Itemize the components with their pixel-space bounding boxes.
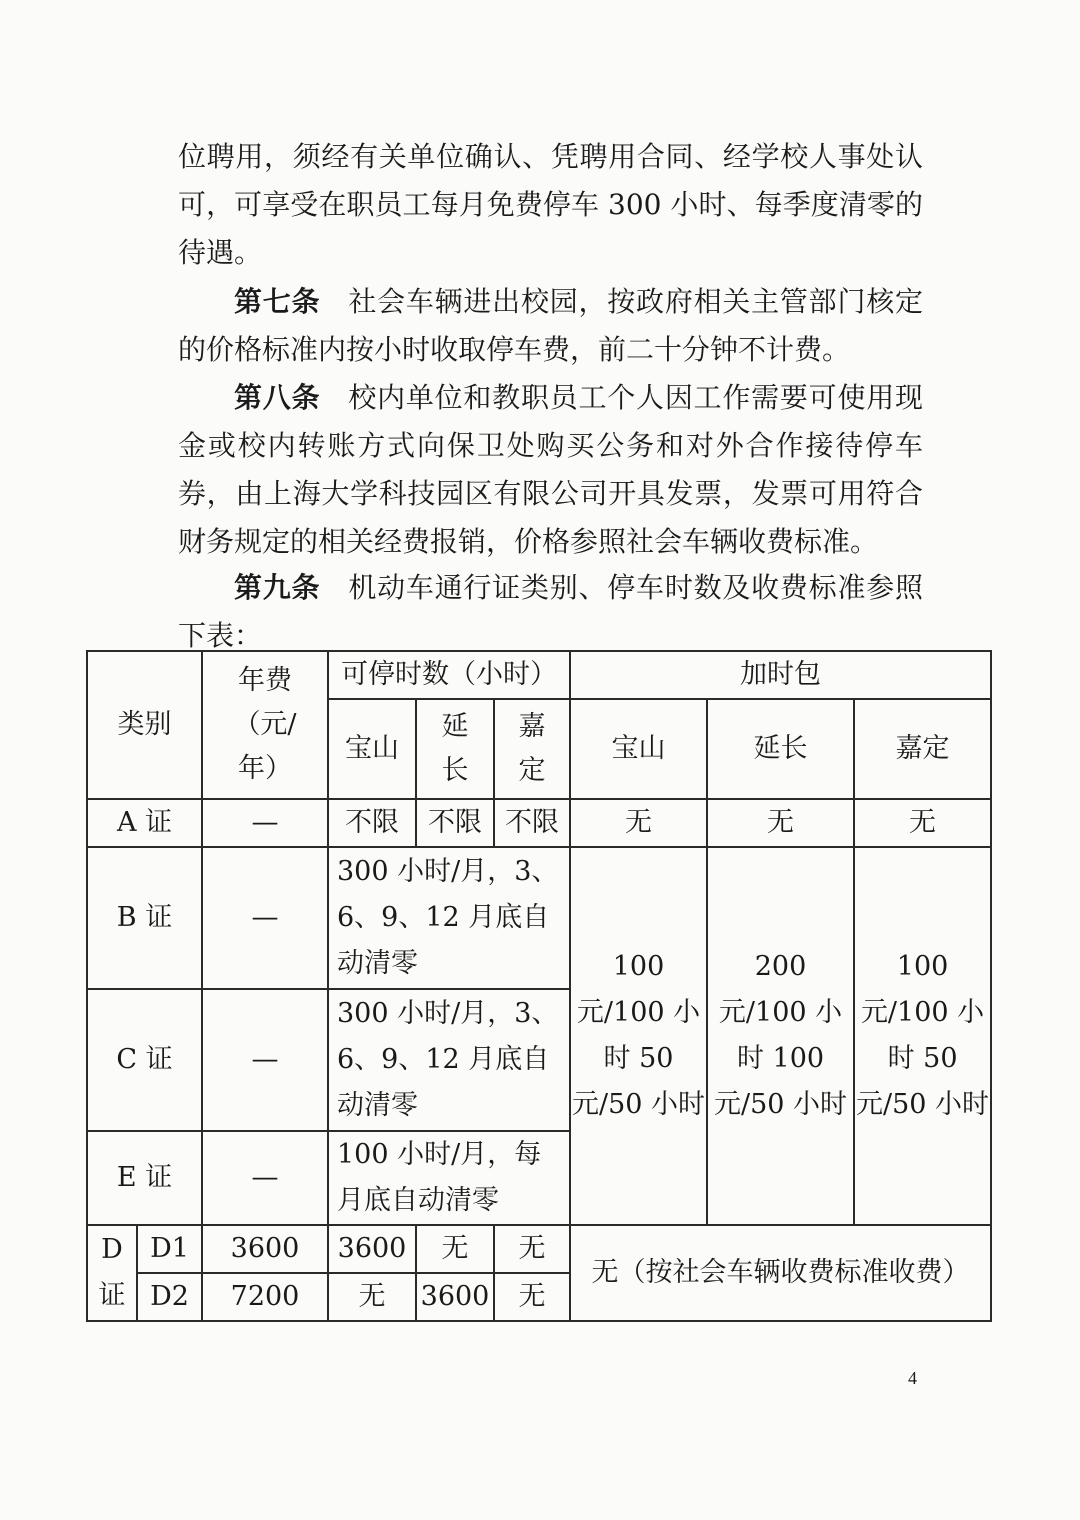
paragraph-continuation: 位聘用，须经有关单位确认、凭聘用合同、经学校人事处认可，可享受在职员工每月免费停车 300 小时、每季度清零的待遇。	[178, 140, 923, 269]
article-8-title: 第八条	[234, 381, 321, 414]
row-d1-yanchang: 无	[416, 1225, 494, 1273]
article-8	[178, 374, 923, 566]
row-b-label: B 证	[87, 847, 202, 989]
article-7	[178, 278, 923, 374]
header-addon-jiading: 嘉定	[854, 699, 991, 799]
row-a-label: A 证	[87, 799, 202, 847]
row-a-addon-yanchang: 无	[707, 799, 854, 847]
row-a-jiading: 不限	[494, 799, 570, 847]
addon-package-jiading: 100 元/100 小时 50 元/50 小时	[854, 847, 991, 1225]
row-d1-label: D1	[137, 1225, 202, 1273]
article-8-text: 校内单位和教职员工个人因工作需要可使用现金或校内转账方式向保卫处购买公务和对外合作接待停车券，由上海大学科技园区有限公司开具发票，发票可用符合财务规定的相关经费报销，价格参照社会车辆收费标准。	[178, 381, 923, 558]
article-7-title: 第七条	[234, 285, 321, 318]
row-a-baoshan: 不限	[328, 799, 416, 847]
row-c-fee: —	[202, 989, 328, 1131]
article-7-text: 社会车辆进出校园，按政府相关主管部门核定的价格标准内按小时收取停车费，前二十分钟不计费。	[178, 285, 923, 366]
row-d1-jiading: 无	[494, 1225, 570, 1273]
row-d2-label: D2	[137, 1273, 202, 1321]
row-b-hours: 300 小时/月，3、6、9、12 月底自动清零	[328, 847, 570, 989]
header-category: 类别	[87, 651, 202, 799]
article-9	[178, 564, 923, 660]
parking-fee-table	[86, 650, 992, 1322]
row-a-yanchang: 不限	[416, 799, 494, 847]
article-9-text: 机动车通行证类别、停车时数及收费标准参照下表：	[178, 571, 923, 652]
row-e-label: E 证	[87, 1131, 202, 1225]
header-hours-yanchang: 延长	[416, 699, 494, 799]
row-d1-fee: 3600	[202, 1225, 328, 1273]
header-annual-fee: 年费（元/年）	[202, 651, 328, 799]
row-d2-yanchang: 3600	[416, 1273, 494, 1321]
row-a-fee: —	[202, 799, 328, 847]
row-d-label: D 证	[87, 1225, 137, 1321]
header-addon-package: 加时包	[570, 651, 991, 699]
row-a-addon-baoshan: 无	[570, 799, 707, 847]
article-9-title: 第九条	[234, 571, 321, 604]
header-hours-baoshan: 宝山	[328, 699, 416, 799]
row-c-label: C 证	[87, 989, 202, 1131]
row-d1-baoshan: 3600	[328, 1225, 416, 1273]
header-addon-baoshan: 宝山	[570, 699, 707, 799]
row-d2-jiading: 无	[494, 1273, 570, 1321]
row-b-fee: —	[202, 847, 328, 989]
header-parking-hours: 可停时数（小时）	[328, 651, 570, 699]
row-e-fee: —	[202, 1131, 328, 1225]
row-d2-baoshan: 无	[328, 1273, 416, 1321]
addon-package-baoshan: 100 元/100 小时 50 元/50 小时	[570, 847, 707, 1225]
table-row	[87, 799, 991, 847]
header-hours-jiading: 嘉定	[494, 699, 570, 799]
addon-package-yanchang: 200 元/100 小时 100 元/50 小时	[707, 847, 854, 1225]
table-row	[87, 1225, 991, 1273]
page-number: 4	[908, 1368, 917, 1388]
row-d2-fee: 7200	[202, 1273, 328, 1321]
row-e-hours: 100 小时/月，每月底自动清零	[328, 1131, 570, 1225]
table-row	[87, 847, 991, 989]
row-a-addon-jiading: 无	[854, 799, 991, 847]
row-d-addon: 无（按社会车辆收费标准收费）	[570, 1225, 991, 1321]
header-addon-yanchang: 延长	[707, 699, 854, 799]
row-c-hours: 300 小时/月，3、6、9、12 月底自动清零	[328, 989, 570, 1131]
